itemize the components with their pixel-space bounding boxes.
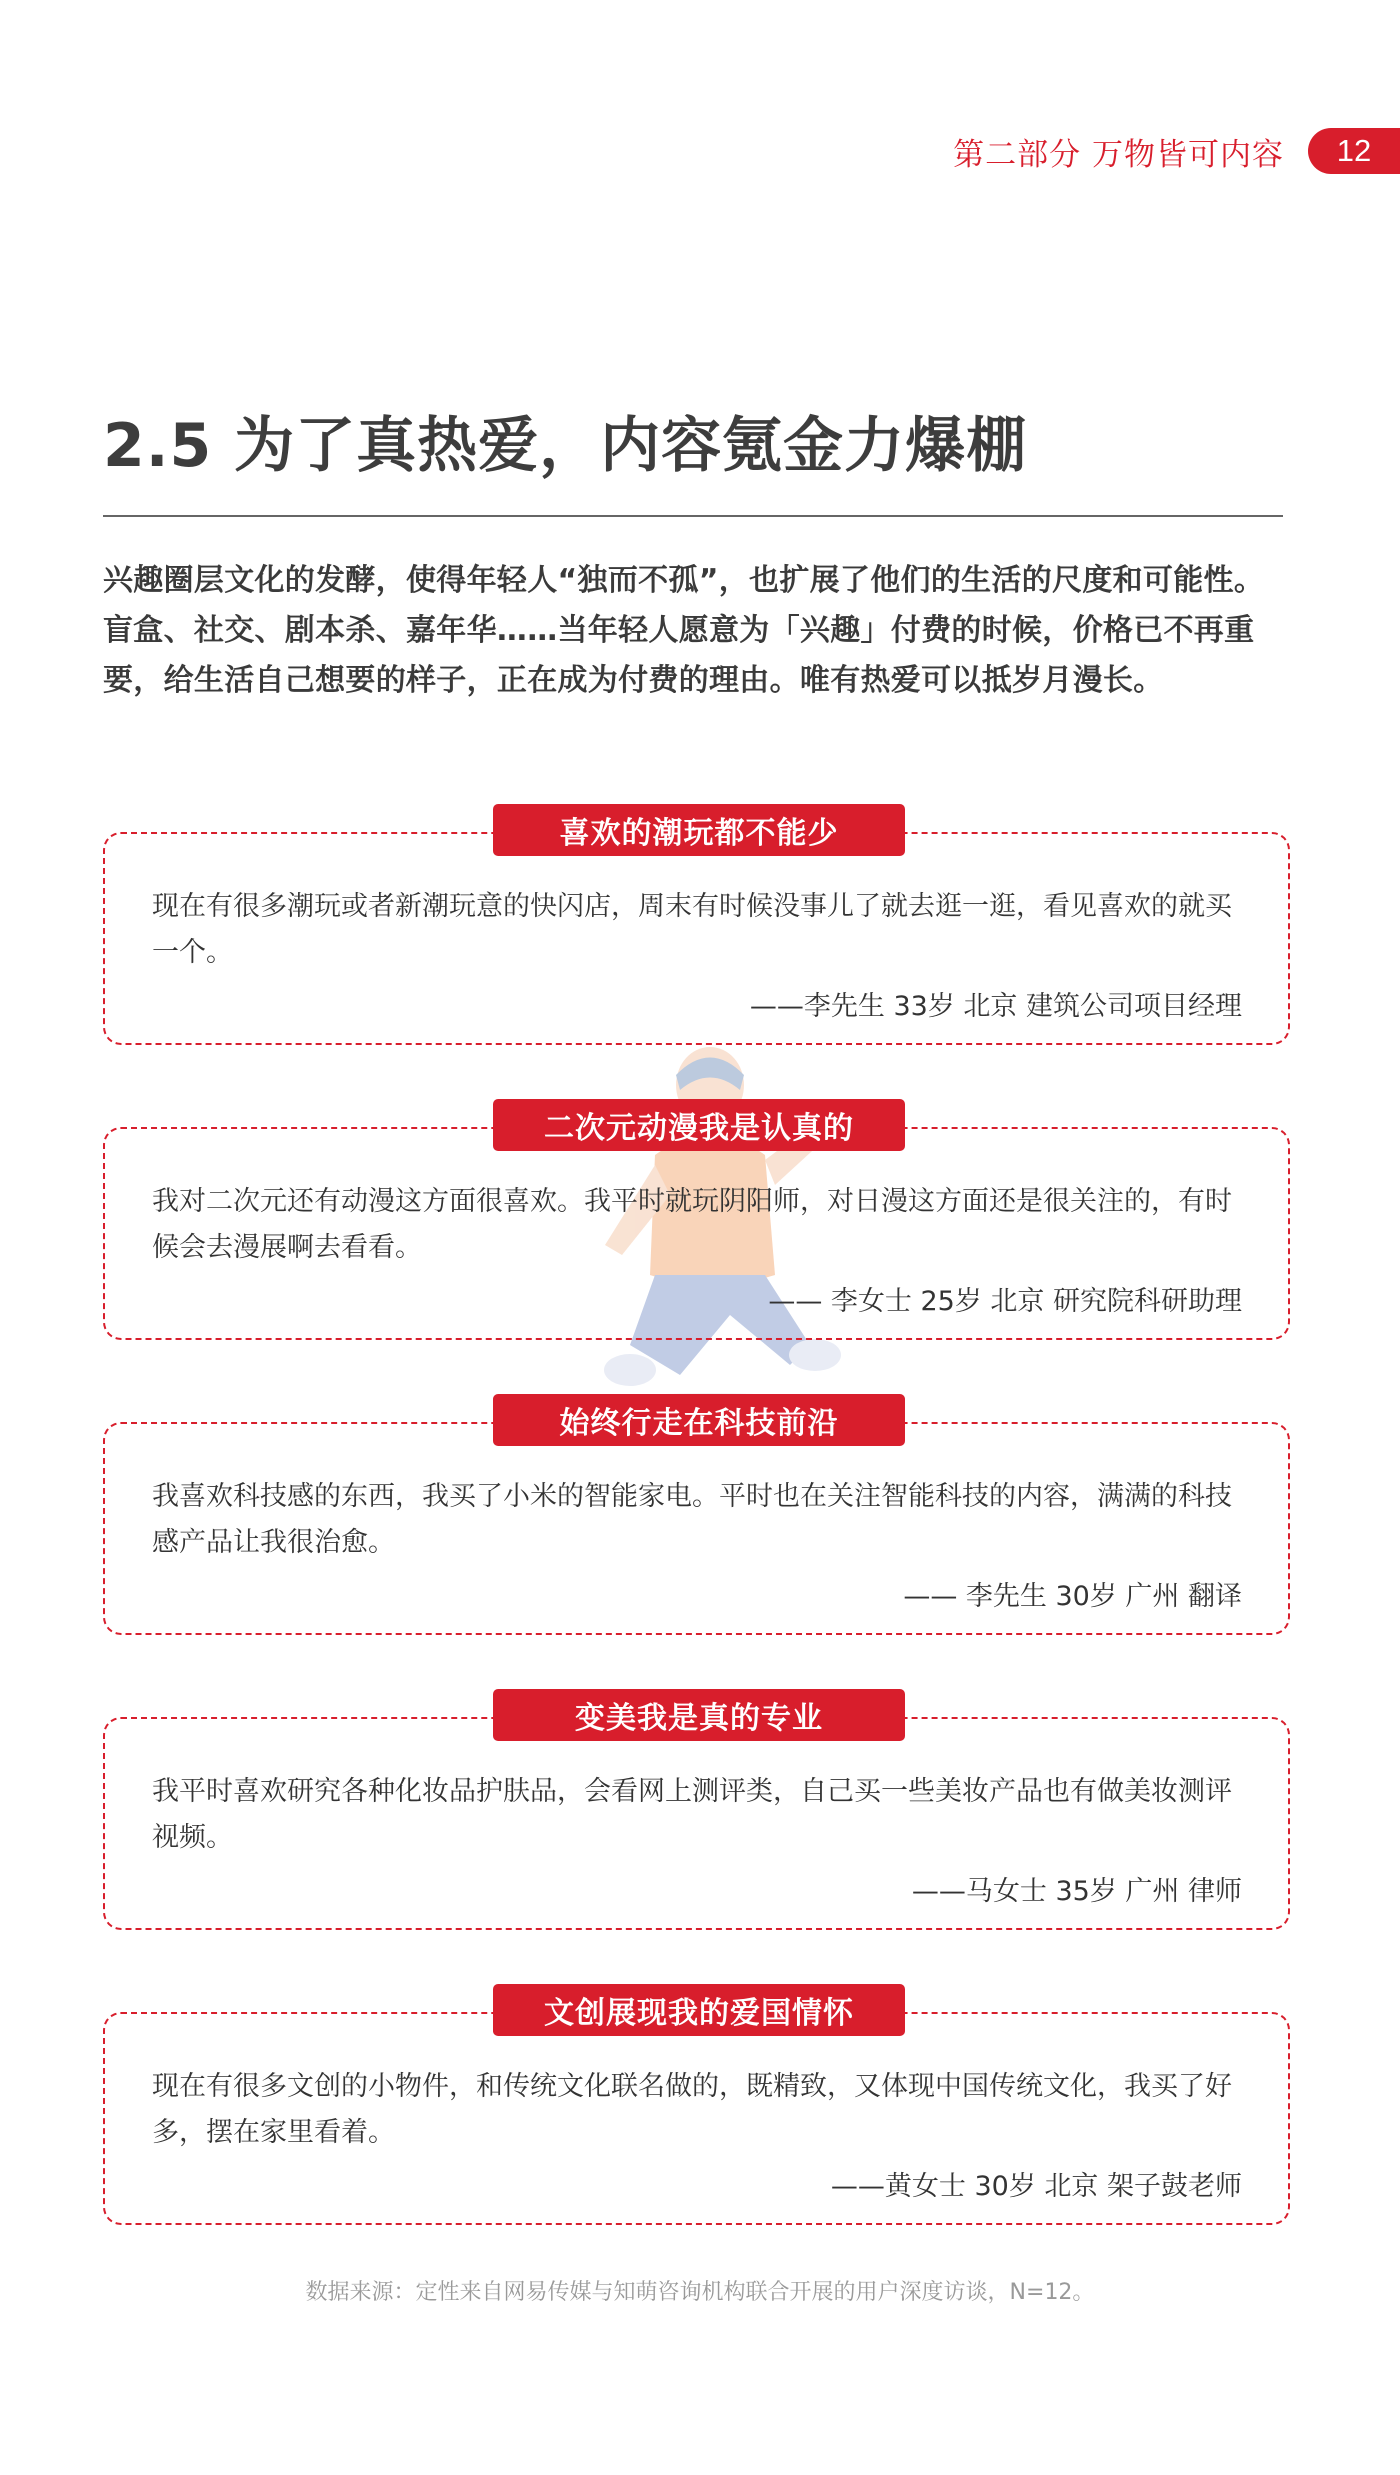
quote-text: 我平时喜欢研究各种化妆品护肤品，会看网上测评类，自己买一些美妆产品也有做美妆测评视频。 bbox=[152, 1776, 1232, 1853]
intro-line: 盲盒、社交、剧本杀、嘉年华……当年轻人愿意为「兴趣」付费的时候，价格已不再重 bbox=[103, 613, 1255, 648]
section-label: 第二部分 万物皆可内容 bbox=[953, 136, 1284, 173]
quote-attribution: —— 李先生 30岁 广州 翻译 bbox=[903, 1581, 1242, 1612]
quote-card-cultural bbox=[103, 1996, 1290, 2225]
quote-tag: 变美我是真的专业 bbox=[493, 1689, 905, 1741]
data-source-note: 数据来源：定性来自网易传媒与知萌咨询机构联合开展的用户深度访谈，N=12。 bbox=[305, 2280, 1095, 2305]
page-title: 2.5 为了真热爱，内容氪金力爆棚 bbox=[103, 411, 1028, 481]
quote-tag: 二次元动漫我是认真的 bbox=[493, 1099, 905, 1151]
quote-text: 现在有很多文创的小物件，和传统文化联名做的，既精致，又体现中国传统文化，我买了好多，摆在家里看着。 bbox=[152, 2071, 1232, 2148]
quote-card-tech bbox=[103, 1406, 1290, 1635]
quote-text: 我喜欢科技感的东西，我买了小米的智能家电。平时也在关注智能科技的内容，满满的科技感产品让我很治愈。 bbox=[152, 1481, 1232, 1558]
quote-card-anime bbox=[103, 1111, 1290, 1340]
quote-tag: 始终行走在科技前沿 bbox=[493, 1394, 905, 1446]
quote-tag: 喜欢的潮玩都不能少 bbox=[493, 804, 905, 856]
quote-attribution: —— 李女士 25岁 北京 研究院科研助理 bbox=[768, 1286, 1242, 1317]
page-header bbox=[953, 128, 1400, 174]
quote-card-trendy-toys bbox=[103, 816, 1290, 1045]
quote-attribution: ——李先生 33岁 北京 建筑公司项目经理 bbox=[749, 991, 1242, 1022]
quote-text: 我对二次元还有动漫这方面很喜欢。我平时就玩阴阳师，对日漫这方面还是很关注的，有时候会去漫展啊去看看。 bbox=[152, 1186, 1232, 1263]
quote-text: 现在有很多潮玩或者新潮玩意的快闪店，周末有时候没事儿了就去逛一逛，看见喜欢的就买一个。 bbox=[152, 891, 1232, 968]
quote-card-beauty bbox=[103, 1701, 1290, 1930]
intro-paragraph bbox=[103, 556, 1303, 706]
title-divider bbox=[103, 515, 1283, 517]
quote-attribution: ——黄女士 30岁 北京 架子鼓老师 bbox=[830, 2171, 1242, 2202]
quote-attribution: ——马女士 35岁 广州 律师 bbox=[911, 1876, 1242, 1907]
page-number: 12 bbox=[1308, 128, 1400, 174]
intro-line: 要，给生活自己想要的样子，正在成为付费的理由。唯有热爱可以抵岁月漫长。 bbox=[103, 663, 1164, 698]
quote-tag: 文创展现我的爱国情怀 bbox=[493, 1984, 905, 2036]
intro-line: 兴趣圈层文化的发酵，使得年轻人“独而不孤”，也扩展了他们的生活的尺度和可能性。 bbox=[103, 563, 1265, 598]
